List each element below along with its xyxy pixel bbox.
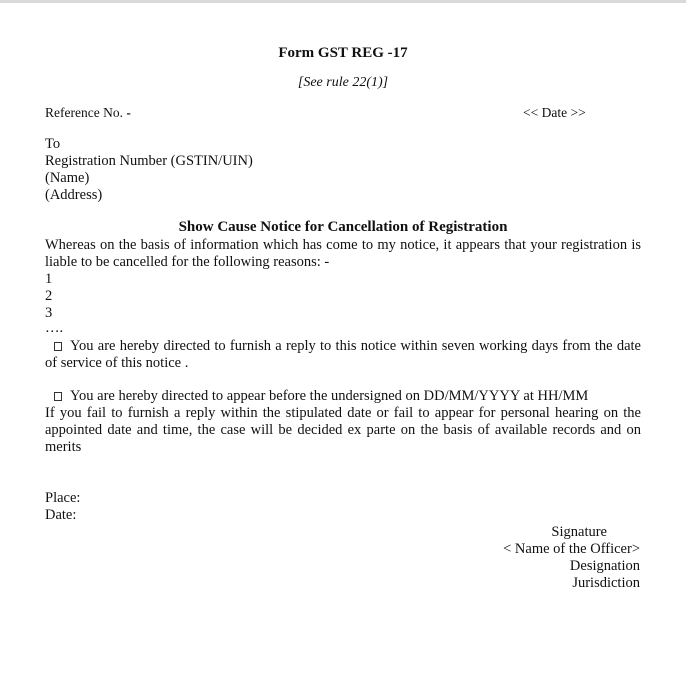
reference-number (45, 104, 131, 121)
checkbox-empty-icon (54, 392, 62, 401)
failure-paragraph: If you fail to furnish a reply within the stipulated date or fail to appear for personal hearing on the appointed date and time, the case will be decided ex parte on the basis of available records and on merits (45, 405, 641, 455)
reference-label: Reference No. (45, 105, 123, 120)
reason-item: 2 (45, 288, 53, 304)
reasons-list (45, 271, 63, 337)
signature-block (503, 524, 640, 592)
date-label: Date: (45, 507, 77, 523)
addressee-to: To (45, 136, 61, 152)
notice-title: Show Cause Notice for Cancellation of Registration (178, 219, 508, 235)
signature-label: Signature (551, 524, 607, 540)
date-placeholder: << Date >> (523, 105, 586, 120)
place-label: Place: (45, 490, 81, 506)
addressee-name: (Name) (45, 170, 90, 186)
directive-reply (45, 338, 641, 372)
checkbox-empty-icon (54, 342, 62, 351)
reason-item: 3 (45, 305, 53, 321)
place-date-block (45, 490, 80, 524)
reason-item: 1 (45, 271, 53, 287)
jurisdiction: Jurisdiction (572, 575, 640, 591)
form-title: Form GST REG -17 (278, 45, 408, 61)
reasons-ellipsis: …. (45, 320, 64, 336)
whereas-paragraph: Whereas on the basis of information which has come to my notice, it appears that your registration is liable to be cancelled for the following reasons: - (45, 237, 641, 270)
reference-value: - (122, 105, 131, 120)
officer-name: < Name of the Officer> (503, 541, 640, 557)
addressee-block (45, 136, 253, 204)
directive-reply-text: You are hereby directed to furnish a reply to this notice within seven working days from the date of service of this notice . (45, 338, 641, 371)
addressee-address: (Address) (45, 187, 103, 203)
addressee-registration-number: Registration Number (GSTIN/UIN) (45, 153, 253, 169)
rule-reference: [See rule 22(1)] (297, 75, 389, 90)
directive-appear (45, 388, 641, 405)
designation: Designation (569, 558, 640, 574)
viewer-top-border (0, 0, 686, 3)
directive-appear-text: You are hereby directed to appear before the undersigned on DD/MM/YYYY at HH/MM (70, 388, 589, 404)
